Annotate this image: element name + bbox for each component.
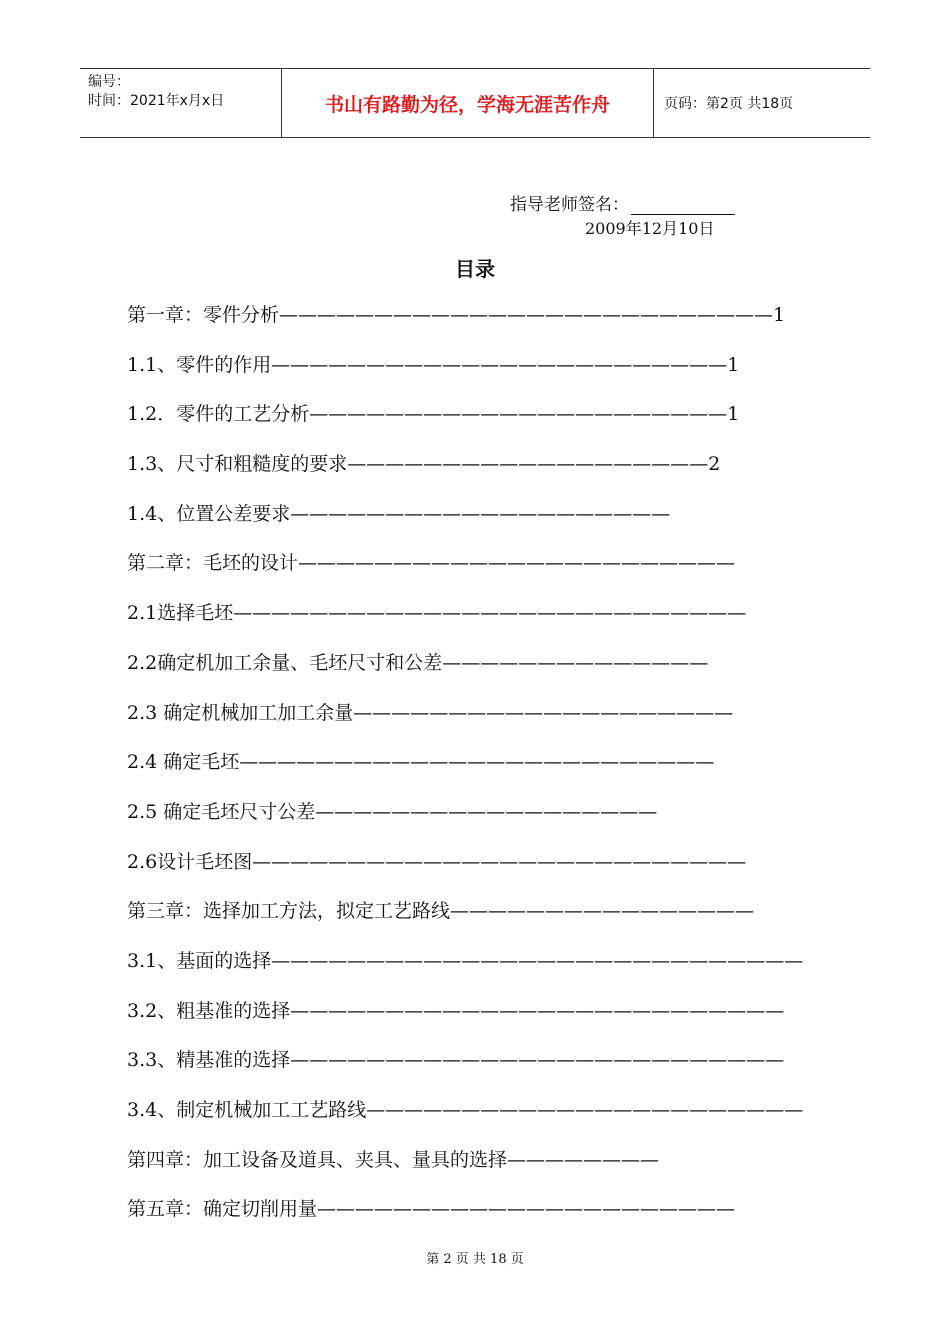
toc-item: 第一章：零件分析——————————————————————————1 [127,304,786,326]
code-label: 编号： [88,74,130,90]
header-left-cell [80,69,282,137]
toc-item: 3.3、精基准的选择—————————————————————————— [127,1049,785,1072]
toc-item: 第二章：毛坯的设计——————————————————————— [127,552,736,575]
signature-line [510,190,735,215]
toc-item: 2.1选择毛坯——————————————————————————— [127,602,747,625]
header-table [80,68,870,138]
toc-item: 2.4 确定毛坯————————————————————————— [127,751,715,774]
signature-blank [631,200,735,215]
toc-item: 2.6设计毛坯图—————————————————————————— [127,850,747,873]
toc-item: 第三章：选择加工方法，拟定工艺路线———————————————— [127,900,755,923]
toc-item: 第五章：确定切削用量—————————————————————— [127,1198,736,1221]
toc-item: 3.2、粗基准的选择—————————————————————————— [127,999,785,1022]
signature-date: 2009年12月10日 [585,219,715,238]
page-title: 目录 [455,257,495,281]
time-label: 时间：2021年x月x日 [88,93,225,109]
toc-item: 1.4、位置公差要求———————————————————— [127,502,671,525]
page-info: 页码：第2页 共18页 [664,96,794,112]
page-footer: 第 2 页 共 18 页 [426,1252,524,1267]
table-of-contents [127,300,827,1244]
toc-item: 1.2．零件的工艺分析——————————————————————1 [127,403,740,426]
toc-item: 3.1、基面的选择———————————————————————————— [127,949,804,972]
toc-item: 3.4、制定机械加工工艺路线——————————————————————— [127,1099,804,1121]
toc-item: 2.2确定机加工余量、毛坯尺寸和公差—————————————— [127,651,709,674]
signature-label: 指导老师签名： [510,195,629,215]
toc-item: 2.3 确定机械加工加工余量———————————————————— [127,701,734,724]
toc-item: 1.3、尺寸和粗糙度的要求———————————————————2 [127,453,721,476]
motto: 书山有路勤为径，学海无涯苦作舟 [282,69,654,137]
toc-item: 2.5 确定毛坯尺寸公差—————————————————— [127,800,658,823]
toc-item: 1.1、零件的作用————————————————————————1 [127,353,740,376]
toc-item: 第四章：加工设备及道具、夹具、量具的选择———————— [127,1148,660,1171]
